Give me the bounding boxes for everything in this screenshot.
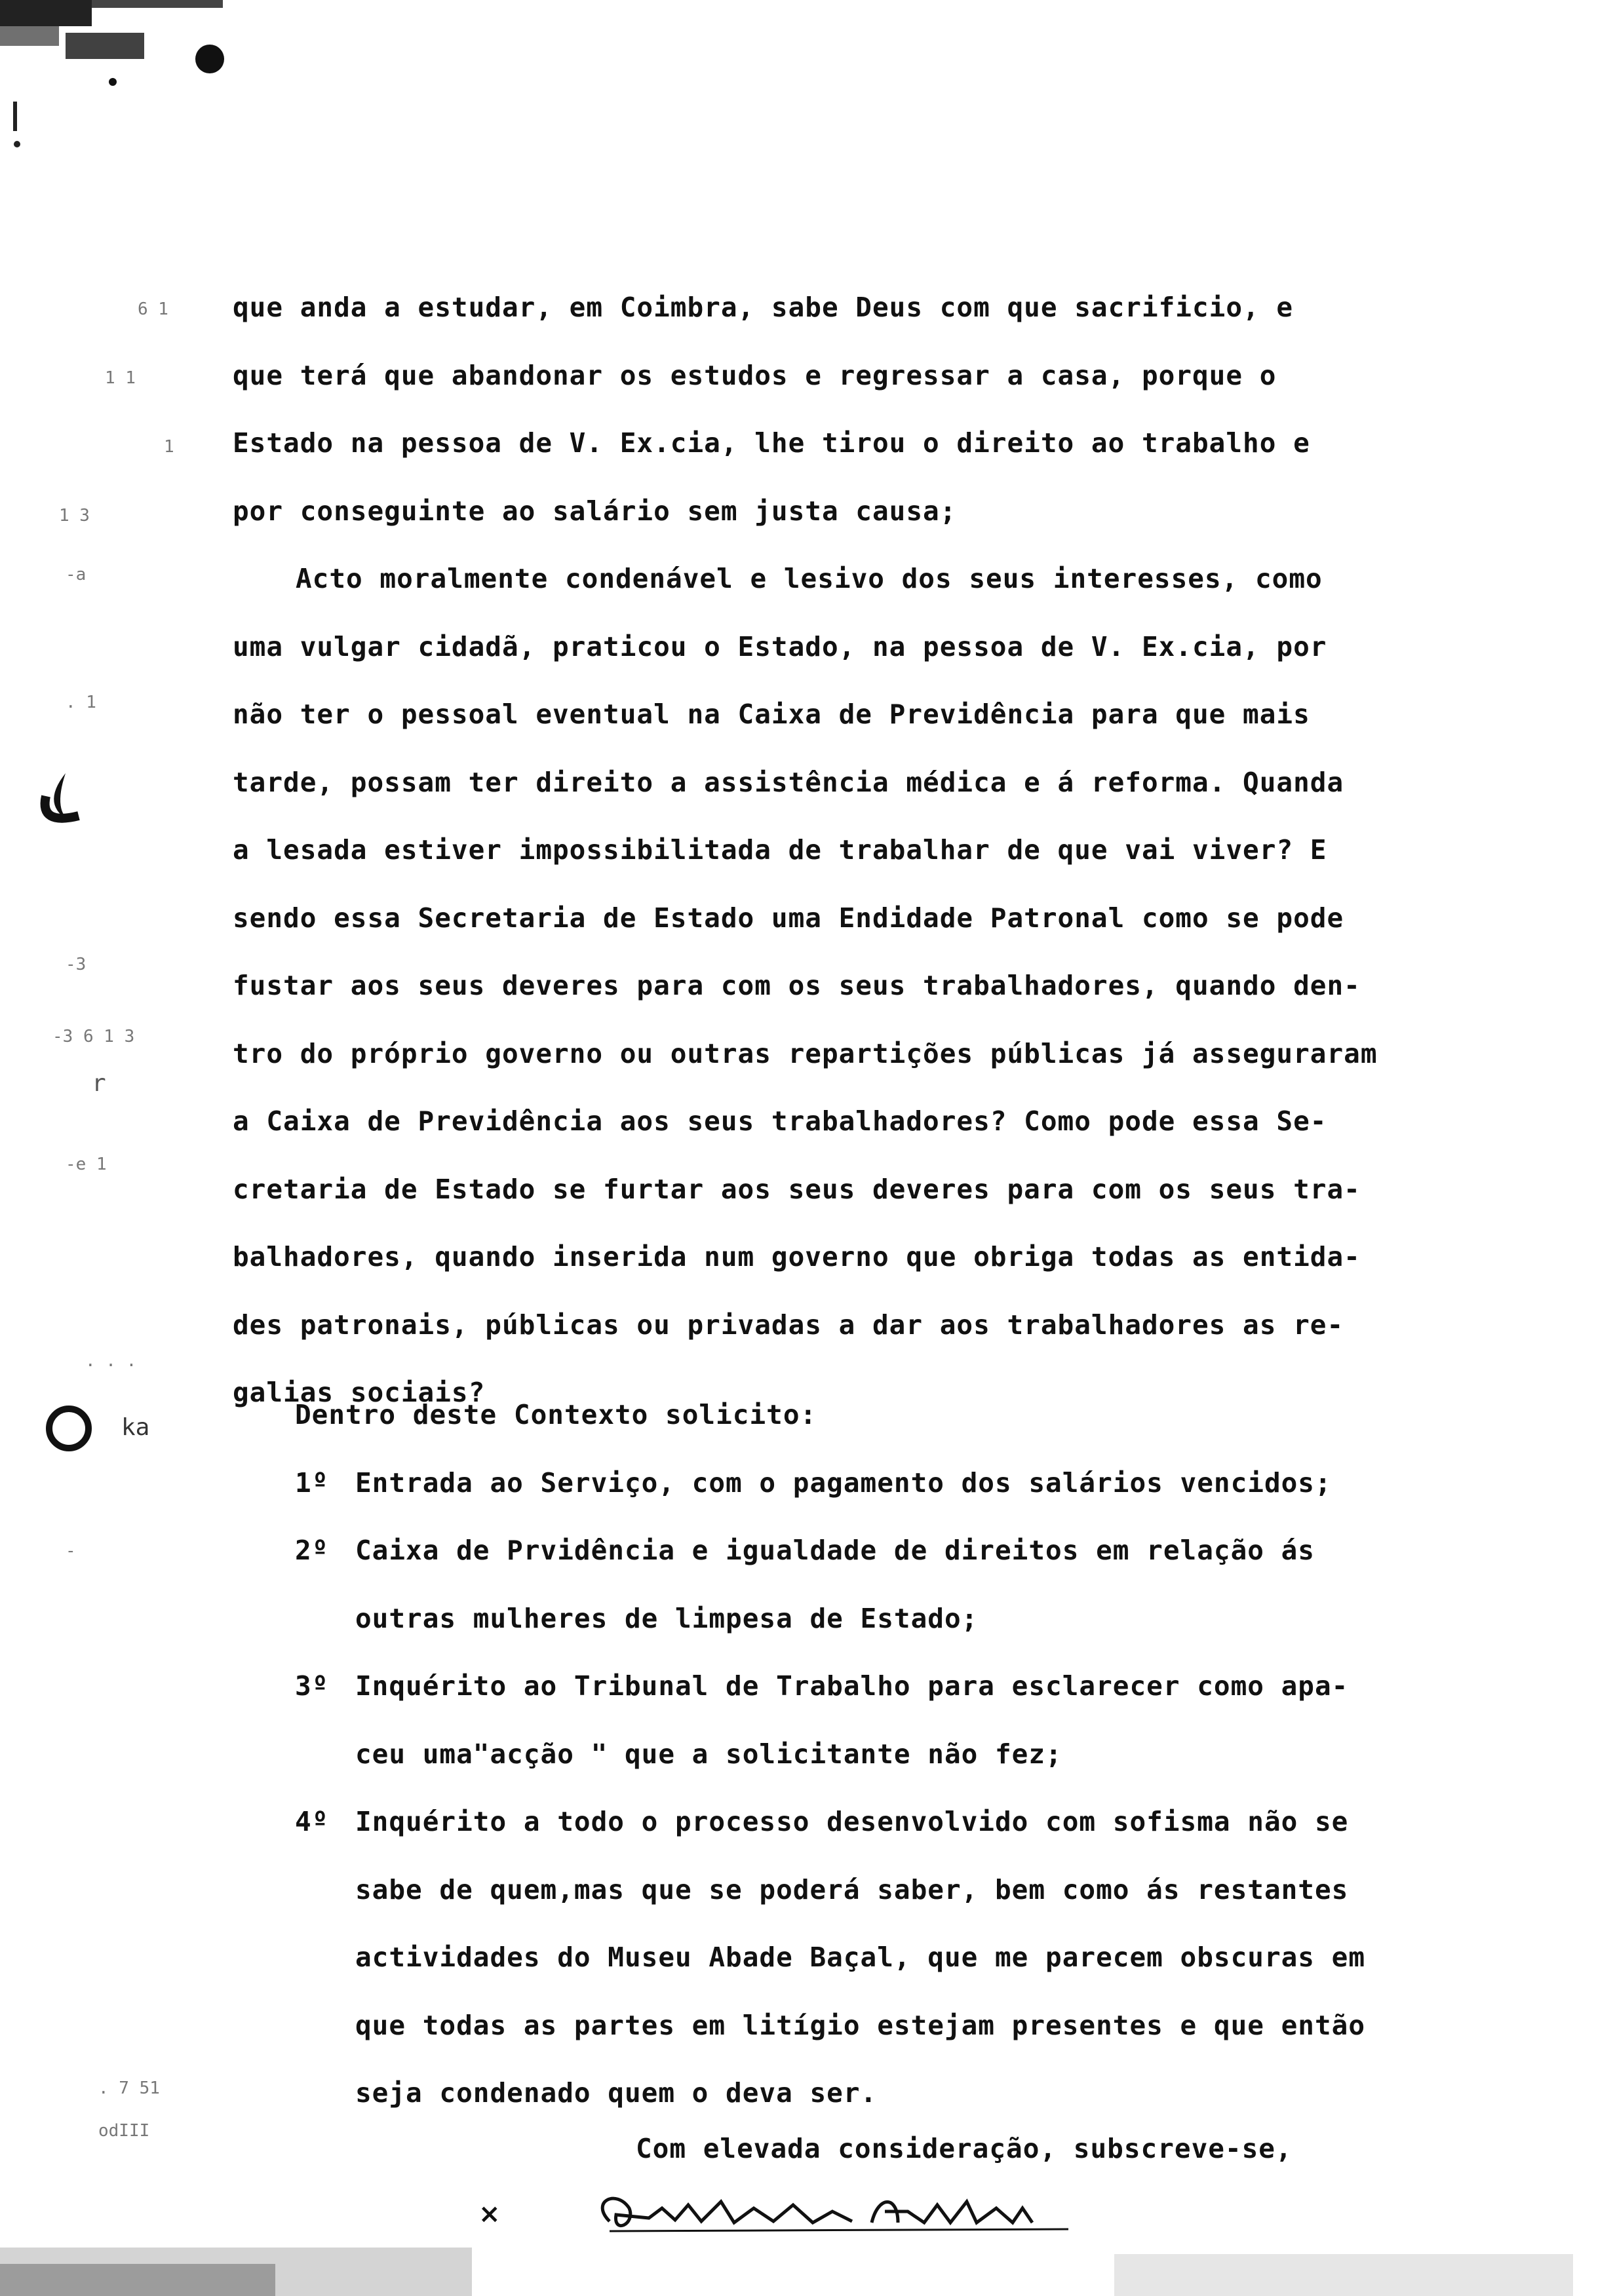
svg-text:. 1: . 1 xyxy=(66,693,96,712)
svg-text:6 1: 6 1 xyxy=(138,299,168,319)
svg-text:ka: ka xyxy=(121,1414,150,1441)
letter-line: Estado na pessoa de V. Ex.cia, lhe tirou o direito ao trabalho e xyxy=(233,427,1310,459)
request-text: ceu uma"acção " que a solicitante não fez; xyxy=(355,1738,1062,1770)
request-item-4 xyxy=(295,1788,1573,2128)
letter-line: que anda a estudar, em Coimbra, sabe Deus com que sacrificio, e xyxy=(233,292,1294,323)
request-text: Inquérito a todo o processo desenvolvido com sofisma não se xyxy=(355,1806,1349,1837)
svg-text:1 3: 1 3 xyxy=(59,506,90,526)
letter-line: não ter o pessoal eventual na Caixa de Previdência para que mais xyxy=(233,698,1310,730)
letter-line: que terá que abandonar os estudos e regressar a casa, porque o xyxy=(233,359,1277,391)
letter-line: a Caixa de Previdência aos seus trabalhadores? Como pode essa Se- xyxy=(233,1105,1327,1137)
request-number: 2º xyxy=(295,1535,329,1566)
request-text: que todas as partes em litígio estejam presentes e que então xyxy=(355,2009,1366,2041)
request-number: 3º xyxy=(295,1670,329,1702)
closing-line: Com elevada consideração, subscreve-se, xyxy=(636,2133,1293,2164)
letter-line: sendo essa Secretaria de Estado uma Endidade Patronal como se pode xyxy=(233,902,1344,934)
letter-line: por conseguinte ao salário sem justa causa; xyxy=(233,495,957,527)
letter-line: des patronais, públicas ou privadas a dar aos trabalhadores as re- xyxy=(233,1309,1344,1341)
context-line xyxy=(295,1381,1573,1449)
svg-text:. 7 51: . 7 51 xyxy=(98,2078,160,2098)
request-item-1 xyxy=(295,1449,1573,1518)
svg-text:-e 1: -e 1 xyxy=(66,1155,107,1174)
request-item-2 xyxy=(295,1517,1573,1653)
svg-text:odIII: odIII xyxy=(98,2121,150,2141)
svg-text:. . .: . . . xyxy=(85,1351,137,1371)
letter-line: a lesada estiver impossibilitada de trabalhar de que vai viver? E xyxy=(233,834,1327,866)
svg-text:-3: -3 xyxy=(66,955,87,974)
letter-line: uma vulgar cidadã, praticou o Estado, na pessoa de V. Ex.cia, por xyxy=(233,630,1327,662)
request-text: seja condenado quem o deva ser. xyxy=(355,2077,878,2109)
letter-line: fustar aos seus deveres para com os seus trabalhadores, quando den- xyxy=(233,970,1361,1001)
request-number: 1º xyxy=(295,1467,329,1499)
svg-text:×: × xyxy=(478,2199,501,2229)
request-item-3 xyxy=(295,1653,1573,1788)
svg-text:-3 6 1 3: -3 6 1 3 xyxy=(52,1027,135,1046)
letter-line: Acto moralmente condenável e lesivo dos seus interesses, como xyxy=(296,563,1323,594)
request-text: sabe de quem,mas que se poderá saber, bem como ás restantes xyxy=(355,1873,1349,1905)
letter-line: tro do próprio governo ou outras repartições públicas já asseguraram xyxy=(233,1037,1378,1069)
request-text: Caixa de Prvidência e igualdade de direitos em relação ás xyxy=(355,1535,1315,1566)
svg-text:r: r xyxy=(92,1070,106,1097)
svg-text:1: 1 xyxy=(164,437,174,457)
request-text: Inquérito ao Tribunal de Trabalho para esclarecer como apa- xyxy=(355,1670,1349,1702)
svg-text:1 1: 1 1 xyxy=(105,368,136,388)
svg-text:-a: -a xyxy=(66,565,87,584)
scan-artifact-bottom xyxy=(0,2228,1615,2296)
request-number: 4º xyxy=(295,1806,329,1837)
request-text: outras mulheres de limpesa de Estado; xyxy=(355,1602,979,1634)
request-text: actividades do Museu Abade Baçal, que me parecem obscuras em xyxy=(355,1942,1366,1973)
letter-line: galias sociais? xyxy=(233,1377,486,1408)
margin-marks xyxy=(0,0,236,2296)
letter-body xyxy=(233,274,1563,1427)
request-text: Entrada ao Serviço, com o pagamento dos salários vencidos; xyxy=(355,1467,1332,1499)
context-text: Dentro deste Contexto solicito: xyxy=(295,1399,817,1430)
svg-text:-: - xyxy=(66,1541,76,1561)
letter-line: balhadores, quando inserida num governo que obriga todas as entida- xyxy=(233,1241,1361,1272)
letter-line: cretaria de Estado se furtar aos seus deveres para com os seus tra- xyxy=(233,1173,1361,1205)
letter-line: tarde, possam ter direito a assistência médica e á reforma. Quanda xyxy=(233,766,1344,798)
